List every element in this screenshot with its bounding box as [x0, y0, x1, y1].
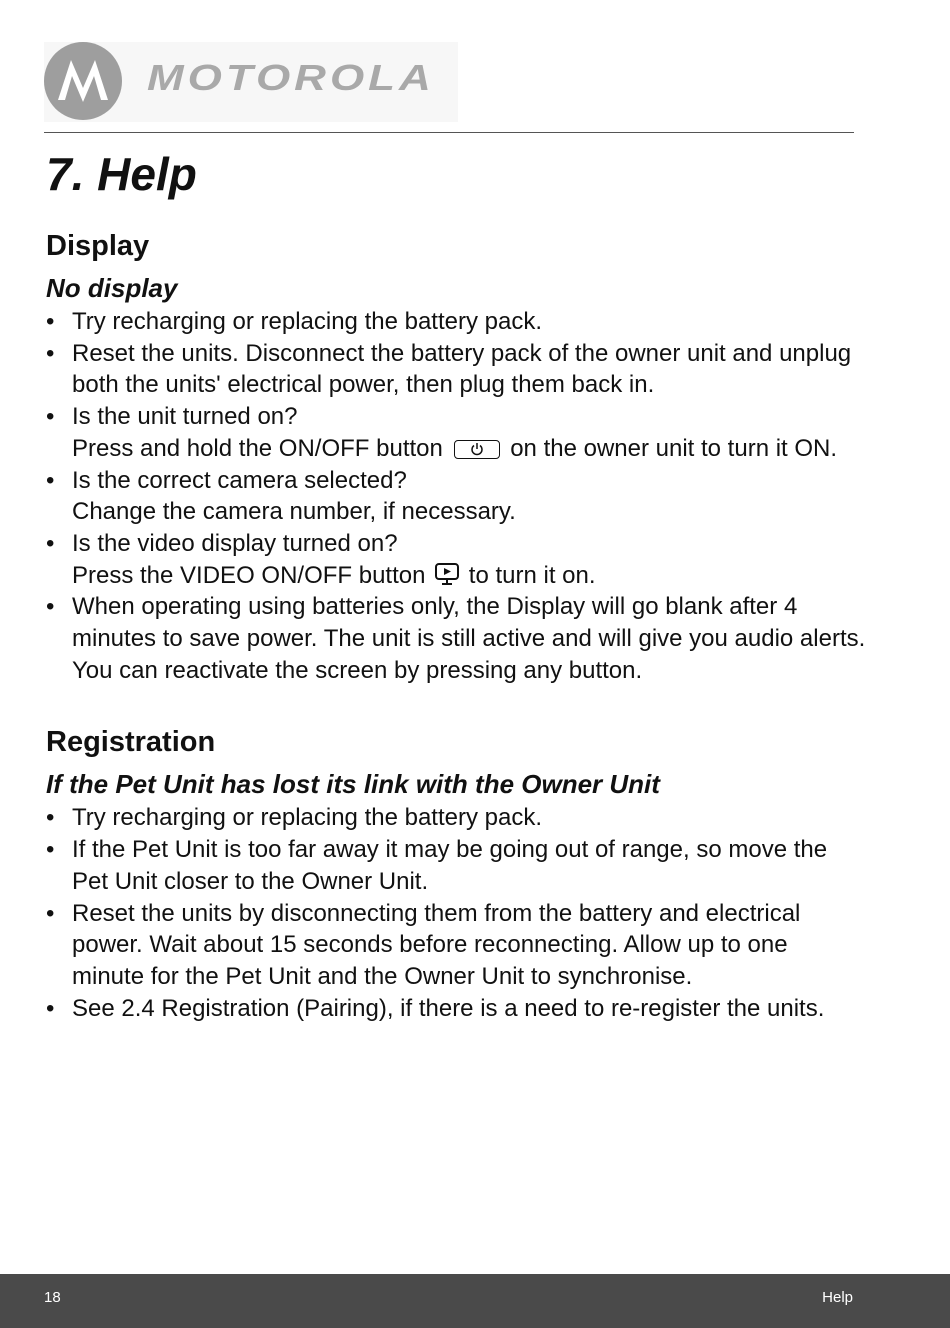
page-content — [46, 226, 866, 1024]
list-item: • Is the correct camera selected? Change the camera number, if necessary. — [46, 465, 866, 528]
list-item: • Reset the units by disconnecting them from the battery and electrical power. Wait about 15 seconds before reconnecting. Allow up to one minute for the Pet Unit and the Owner Unit to synchronise. — [46, 898, 866, 993]
list-item: • When operating using batteries only, the Display will go blank after 4 minutes to save power. The unit is still active and will give you audio alerts. You can reactivate the screen by pressing any button. — [46, 591, 866, 686]
list-item: • Try recharging or replacing the battery pack. — [46, 306, 866, 338]
page-number: 18 — [44, 1289, 61, 1306]
power-button-icon — [454, 440, 500, 459]
list-item: • If the Pet Unit is too far away it may be going out of range, so move the Pet Unit closer to the Owner Unit. — [46, 834, 866, 897]
list-item: • See 2.4 Registration (Pairing), if there is a need to re-register the units. — [46, 993, 866, 1025]
header-divider — [44, 132, 854, 133]
chapter-title: 7. Help — [46, 148, 197, 200]
list-item: • Is the unit turned on? Press and hold the ON/OFF button on the owner unit to turn it ON. — [46, 401, 866, 464]
list-item: • Is the video display turned on? Press the VIDEO ON/OFF button to turn it on. — [46, 528, 866, 591]
brand-wordmark: MOTOROLA — [147, 58, 435, 99]
no-display-subheading: No display — [46, 273, 178, 303]
footer-section-title: Help — [822, 1289, 853, 1306]
video-display-icon — [434, 562, 460, 586]
registration-troubleshooting-list — [46, 802, 866, 1024]
display-heading: Display — [46, 230, 150, 262]
list-item: • Try recharging or replacing the battery pack. — [46, 802, 866, 834]
registration-heading: Registration — [46, 726, 216, 759]
display-troubleshooting-list — [46, 306, 866, 686]
lost-link-subheading: If the Pet Unit has lost its link with the Owner Unit — [46, 769, 660, 800]
page-footer — [0, 1274, 950, 1328]
motorola-logo-icon — [44, 42, 122, 120]
list-item: • Reset the units. Disconnect the battery pack of the owner unit and unplug both the units' electrical power, then plug them back in. — [46, 338, 866, 401]
